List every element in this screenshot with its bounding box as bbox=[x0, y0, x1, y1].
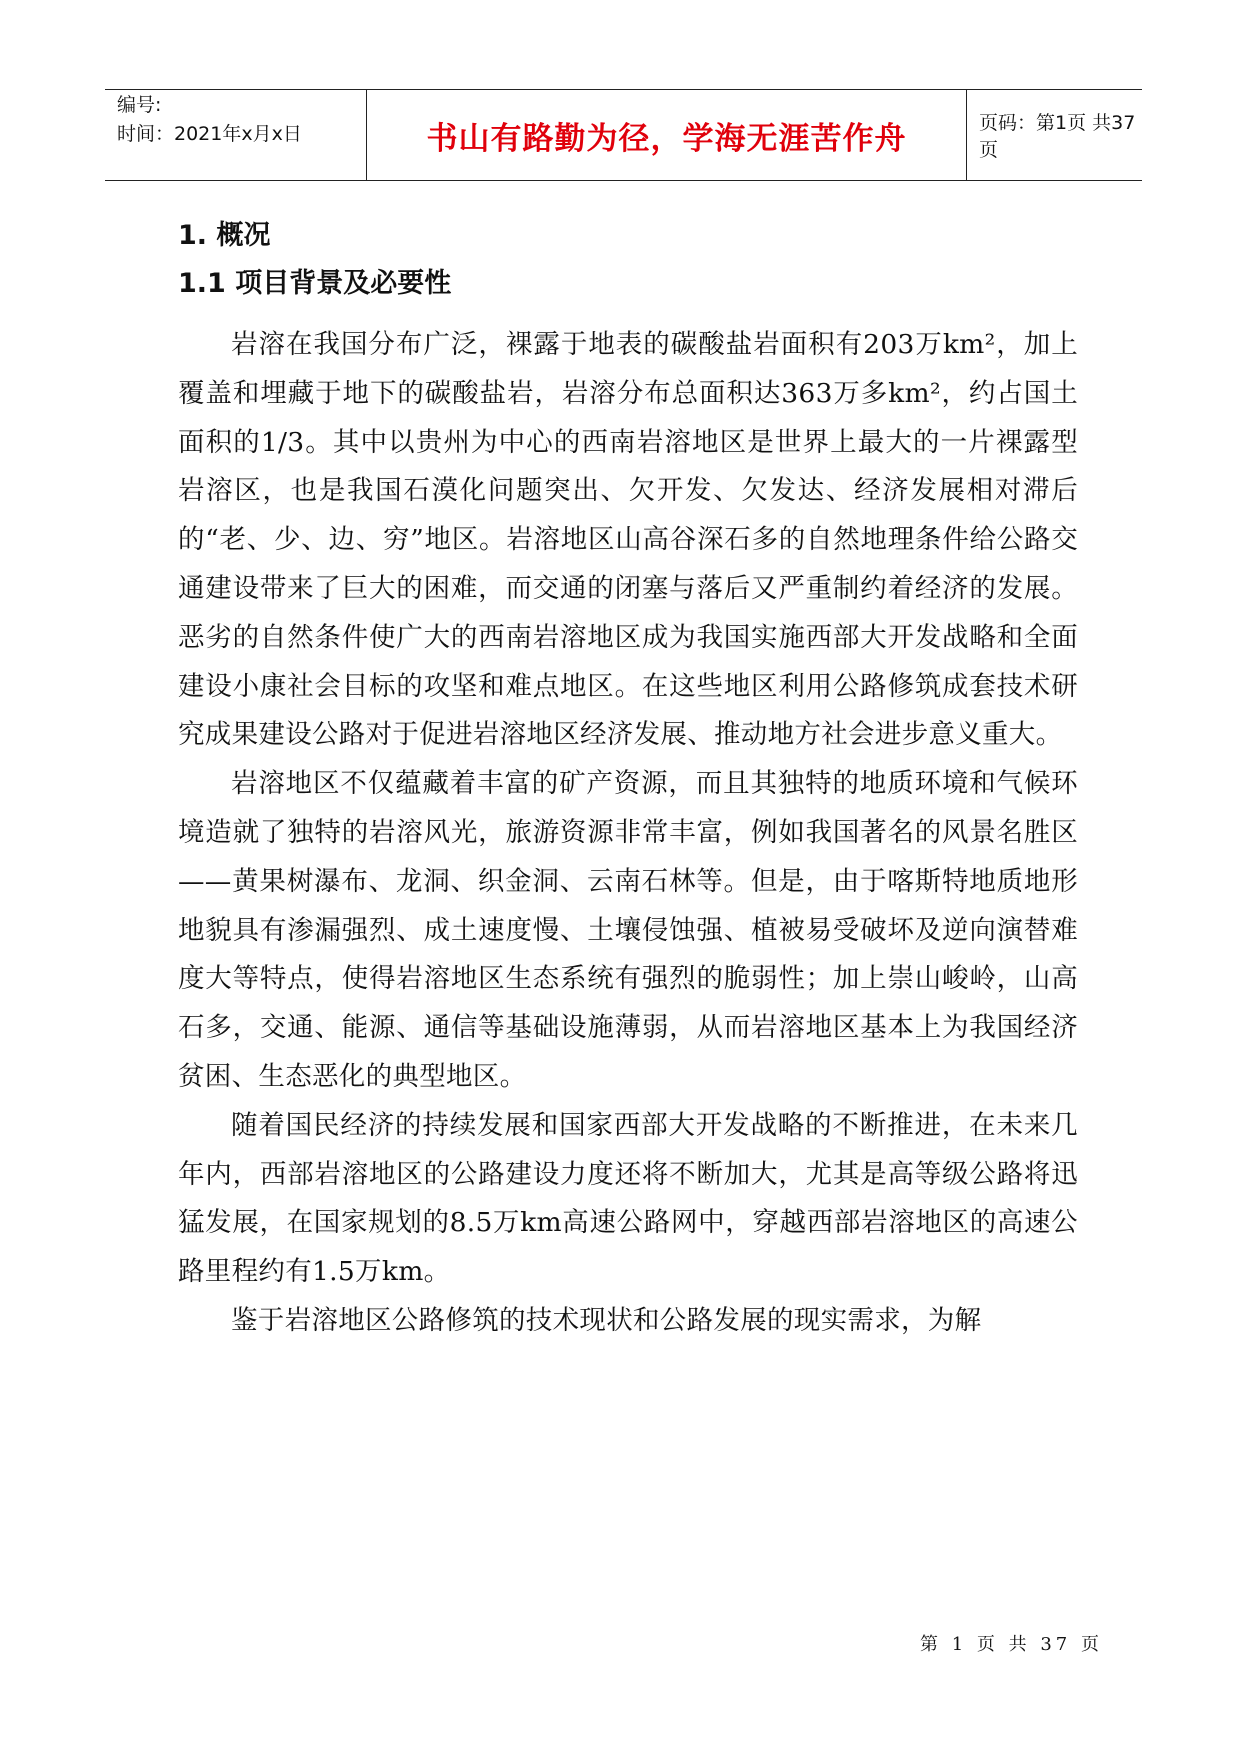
header-meta bbox=[105, 90, 367, 180]
paragraph-1: 岩溶在我国分布广泛，裸露于地表的碳酸盐岩面积有203万km²，加上覆盖和埋藏于地下的碳酸盐岩，岩溶分布总面积达363万多km²，约占国土面积的1/3。其中以贵州为中心的西南岩溶地区是世界上最大的一片裸露型岩溶区，也是我国石漠化问题突出、欠开发、欠发达、经济发展相对滞后的“老、少、边、穷”地区。岩溶地区山高谷深石多的自然地理条件给公路交通建设带来了巨大的困难，而交通的闭塞与落后又严重制约着经济的发展。恶劣的自然条件使广大的西南岩溶地区成为我国实施西部大开发战略和全面建设小康社会目标的攻坚和难点地区。在这些地区利用公路修筑成套技术研究成果建设公路对于促进岩溶地区经济发展、推动地方社会进步意义重大。 bbox=[178, 329, 1078, 751]
subsection-heading: 1.1 项目背景及必要性 bbox=[178, 268, 452, 299]
document-body bbox=[178, 215, 1078, 1346]
header-page-info: 页码：第1页 共37页 bbox=[979, 112, 1136, 161]
document-header bbox=[105, 89, 1142, 181]
page-footer: 第 1 页 共 37 页 bbox=[920, 1634, 1103, 1655]
time-label: 时间：2021年x月x日 bbox=[117, 123, 302, 145]
number-label: 编号: bbox=[117, 94, 162, 116]
paragraph-4: 鉴于岩溶地区公路修筑的技术现状和公路发展的现实需求，为解 bbox=[231, 1304, 982, 1336]
paragraph-2: 岩溶地区不仅蕴藏着丰富的矿产资源，而且其独特的地质环境和气候环境造就了独特的岩溶风光，旅游资源非常丰富，例如我国著名的风景名胜区——黄果树瀑布、龙洞、织金洞、云南石林等。但是，由于喀斯特地质地形地貌具有渗漏强烈、成土速度慢、土壤侵蚀强、植被易受破坏及逆向演替难度大等特点，使得岩溶地区生态系统有强烈的脆弱性；加上崇山峻岭，山高石多，交通、能源、通信等基础设施薄弱，从而岩溶地区基本上为我国经济贫困、生态恶化的典型地区。 bbox=[178, 768, 1078, 1092]
section-heading: 1. 概况 bbox=[178, 220, 271, 251]
header-motto: 书山有路勤为径，学海无涯苦作舟 bbox=[367, 90, 967, 180]
paragraph-3: 随着国民经济的持续发展和国家西部大开发战略的不断推进，在未来几年内，西部岩溶地区的公路建设力度还将不断加大，尤其是高等级公路将迅猛发展，在国家规划的8.5万km高速公路网中，穿越西部岩溶地区的高速公路里程约有1.5万km。 bbox=[178, 1109, 1078, 1288]
